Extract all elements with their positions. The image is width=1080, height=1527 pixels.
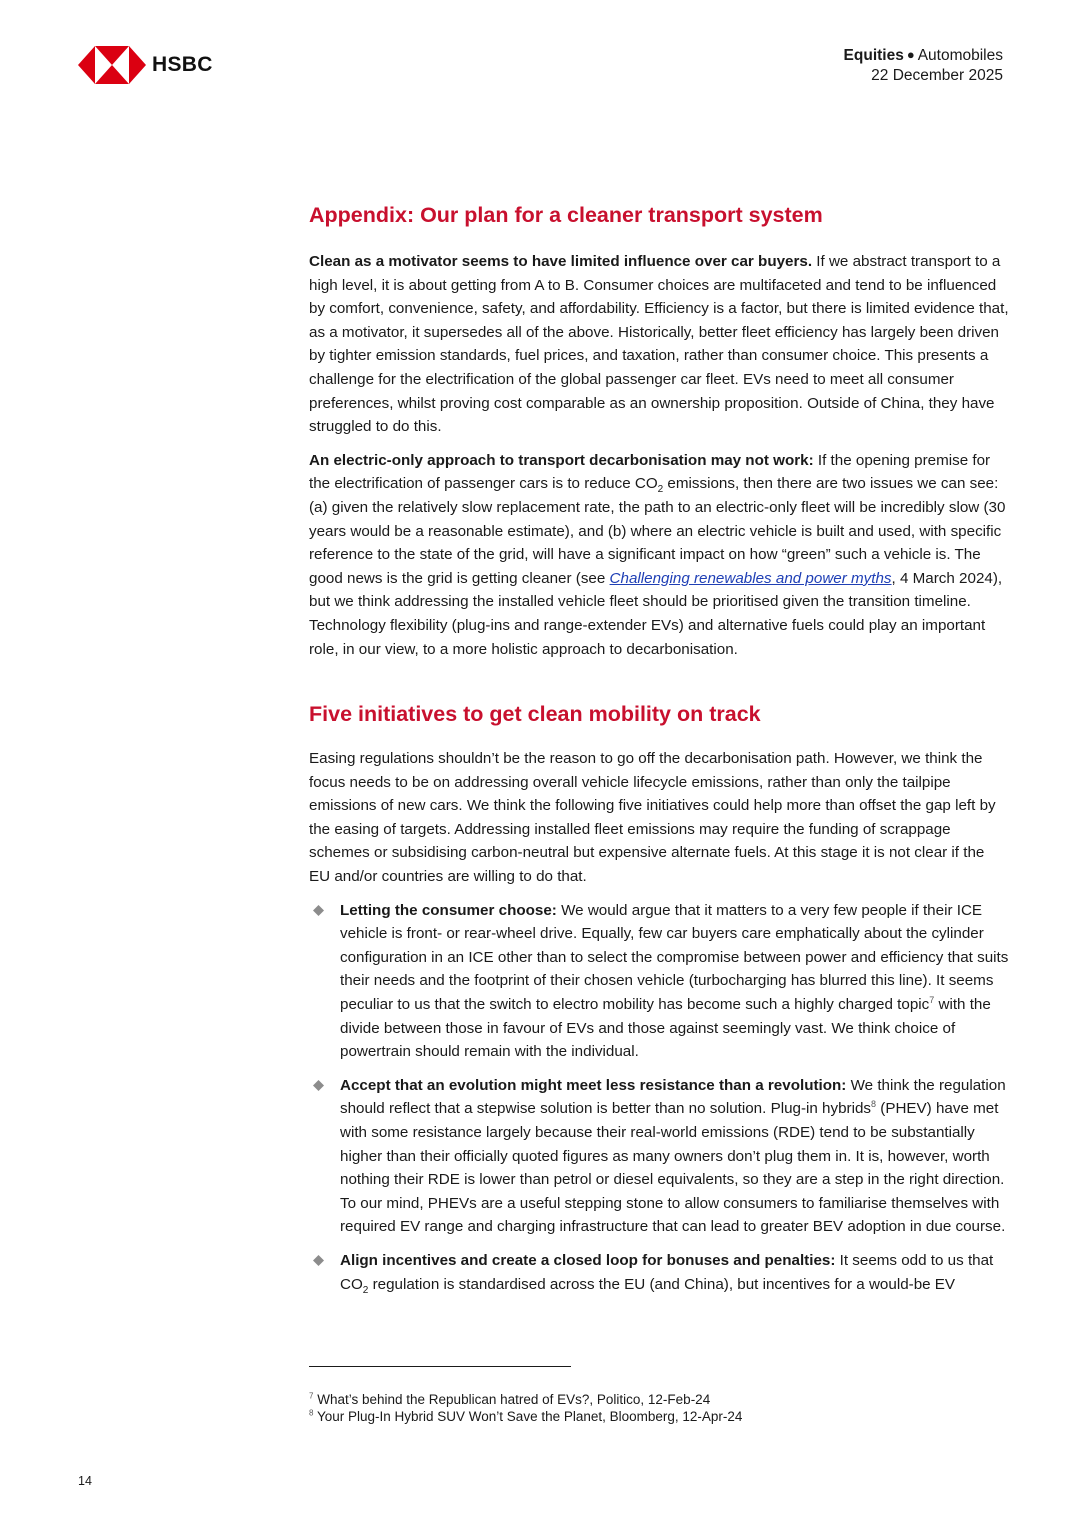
brand-name: HSBC (152, 53, 213, 76)
report-category (844, 46, 1003, 66)
initiatives-list (309, 899, 1009, 1297)
report-header (844, 46, 1003, 86)
paragraph-lead: Clean as a motivator seems to have limited influence over car buyers. (309, 253, 813, 270)
diamond-bullet-icon (313, 1080, 324, 1091)
diamond-bullet-icon (313, 1255, 324, 1266)
footnote (309, 1408, 742, 1425)
paragraph-clean-motivator (309, 250, 1009, 439)
list-item-body: We would argue that it matters to a very few people if their ICE vehicle is front- or rear-wheel drive. Equally, few car buyers care emphatically about the cylinder configuration in an ICE other than to select the compromise between power and efficiency that suits their needs and the footprint of their chosen vehicle (turbocharging has blurred this line). It seems peculiar to us that the switch to electro mobility has become such a highly charged topic (340, 901, 1009, 1014)
subsection-label: Automobiles (917, 47, 1003, 64)
paragraph-lead: An electric-only approach to transport decarbonisation may not work: (309, 451, 814, 469)
footnote-text: What’s behind the Republican hatred of EVs?, Politico, 12-Feb-24 (317, 1392, 711, 1407)
list-item (309, 1249, 1009, 1296)
footnote (309, 1391, 742, 1408)
list-item-lead: Accept that an evolution might meet less resistance than a revolution: (340, 1076, 847, 1094)
list-item-body: (PHEV) have met with some resistance largely because their real-world emissions (RDE) tend to be substantially higher than their officially quoted figures as many owners don’t plug them in. It is, however, worth nothing their RDE is lower than petrol or diesel equivalents, so they are a step in the right direction. To our mind, PHEVs are a useful stepping stone to allow consumers to familiarise themselves with required EV range and charging infrastructure that can lead to greater BEV adoption in due course. (340, 1100, 1006, 1236)
subscript: 2 (362, 1284, 369, 1296)
appendix-heading: Appendix: Our plan for a cleaner transport system (309, 203, 823, 227)
footnote-number: 7 (309, 1391, 314, 1401)
initiatives-heading: Five initiatives to get clean mobility on track (309, 702, 761, 727)
list-item (309, 1074, 1009, 1239)
paragraph-electric-only (309, 449, 1009, 661)
footnote-number: 8 (309, 1408, 314, 1418)
bullet-dot-icon: ● (906, 47, 915, 62)
list-item-body: regulation is standardised across the EU (and China), but incentives for a would-be EV (368, 1275, 956, 1293)
section-label: Equities (843, 47, 904, 64)
footnote-ref: 7 (929, 994, 935, 1005)
hsbc-hexagon-icon (78, 46, 146, 84)
footnote-divider (309, 1366, 571, 1367)
paragraph-initiatives-intro: Easing regulations shouldn’t be the reason to go off the decarbonisation path. However, we think the focus needs to be on addressing overall vehicle lifecycle emissions, rather than only the tailpipe emissions of new cars. We think the following five initiatives could help more than offset the gap left by the easing of targets. Addressing installed fleet emissions may require the funding of scrappage schemes or subsidising carbon-neutral but expensive alternate fuels. At this stage it is not clear if the EU and/or countries are willing to do that. (309, 750, 996, 886)
list-item-body: with the divide between those in favour of EVs and those against seemingly vast. We think choice of powertrain should remain with the individual. (340, 996, 991, 1061)
main-content (309, 200, 1009, 1306)
diamond-bullet-icon (313, 905, 324, 916)
list-item (309, 899, 1009, 1064)
report-date: 22 December 2025 (871, 67, 1003, 84)
hsbc-logo (78, 46, 213, 84)
footnote-text: Your Plug-In Hybrid SUV Won’t Save the Planet, Bloomberg, 12-Apr-24 (316, 1409, 743, 1424)
paragraph-body: If we abstract transport to a high level, it is about getting from A to B. Consumer choices are multifaceted and tend to be influenced by comfort, convenience, safety, and affordability. Efficiency is a factor, but there is limited evidence that, as a motivator, it supersedes all of the above. Historically, better fleet efficiency has largely been driven by tighter emission standards, fuel prices, and taxation, rather than consumer choice. This presents a challenge for the electrification of the global passenger car fleet. EVs need to meet all consumer preferences, whilst proving cost comparable as an ownership proposition. Outside of China, they have struggled to do this. (309, 253, 1009, 436)
report-link-renewables[interactable]: Challenging renewables and power myths (609, 569, 892, 587)
paragraph-body: If the opening premise for the electrification of passenger cars is to reduce CO (309, 451, 991, 493)
list-item-lead: Align incentives and create a closed loop for bonuses and penalties: (340, 1251, 836, 1269)
footnotes (309, 1391, 742, 1425)
paragraph-body: emissions, then there are two issues we can see: (a) given the relatively slow replacement rate, the path to an electric-only fleet will be incredibly slow (30 years would be a reasonable estimate), and (b) where an electric vehicle is built and used, with specific reference to the state of the grid, will have a significant impact on how “green” such a vehicle is. The good news is the grid is getting cleaner (see (309, 475, 1006, 587)
list-item-body: We think the regulation should reflect that a stepwise solution is better than no solution. Plug-in hybrids (340, 1076, 1006, 1118)
page-number: 14 (78, 1474, 92, 1488)
paragraph-body: , 4 March 2024), but we think addressing the installed vehicle fleet should be prioritised given the transition timeline. Technology flexibility (plug-ins and range-extender EVs) and alternative fuels could play an important role, in our view, to a more holistic approach to decarbonisation. (309, 569, 1003, 658)
list-item-body: It seems odd to us that CO (340, 1251, 994, 1293)
subscript: 2 (657, 484, 664, 496)
footnote-ref: 8 (871, 1099, 877, 1110)
list-item-lead: Letting the consumer choose: (340, 901, 557, 919)
